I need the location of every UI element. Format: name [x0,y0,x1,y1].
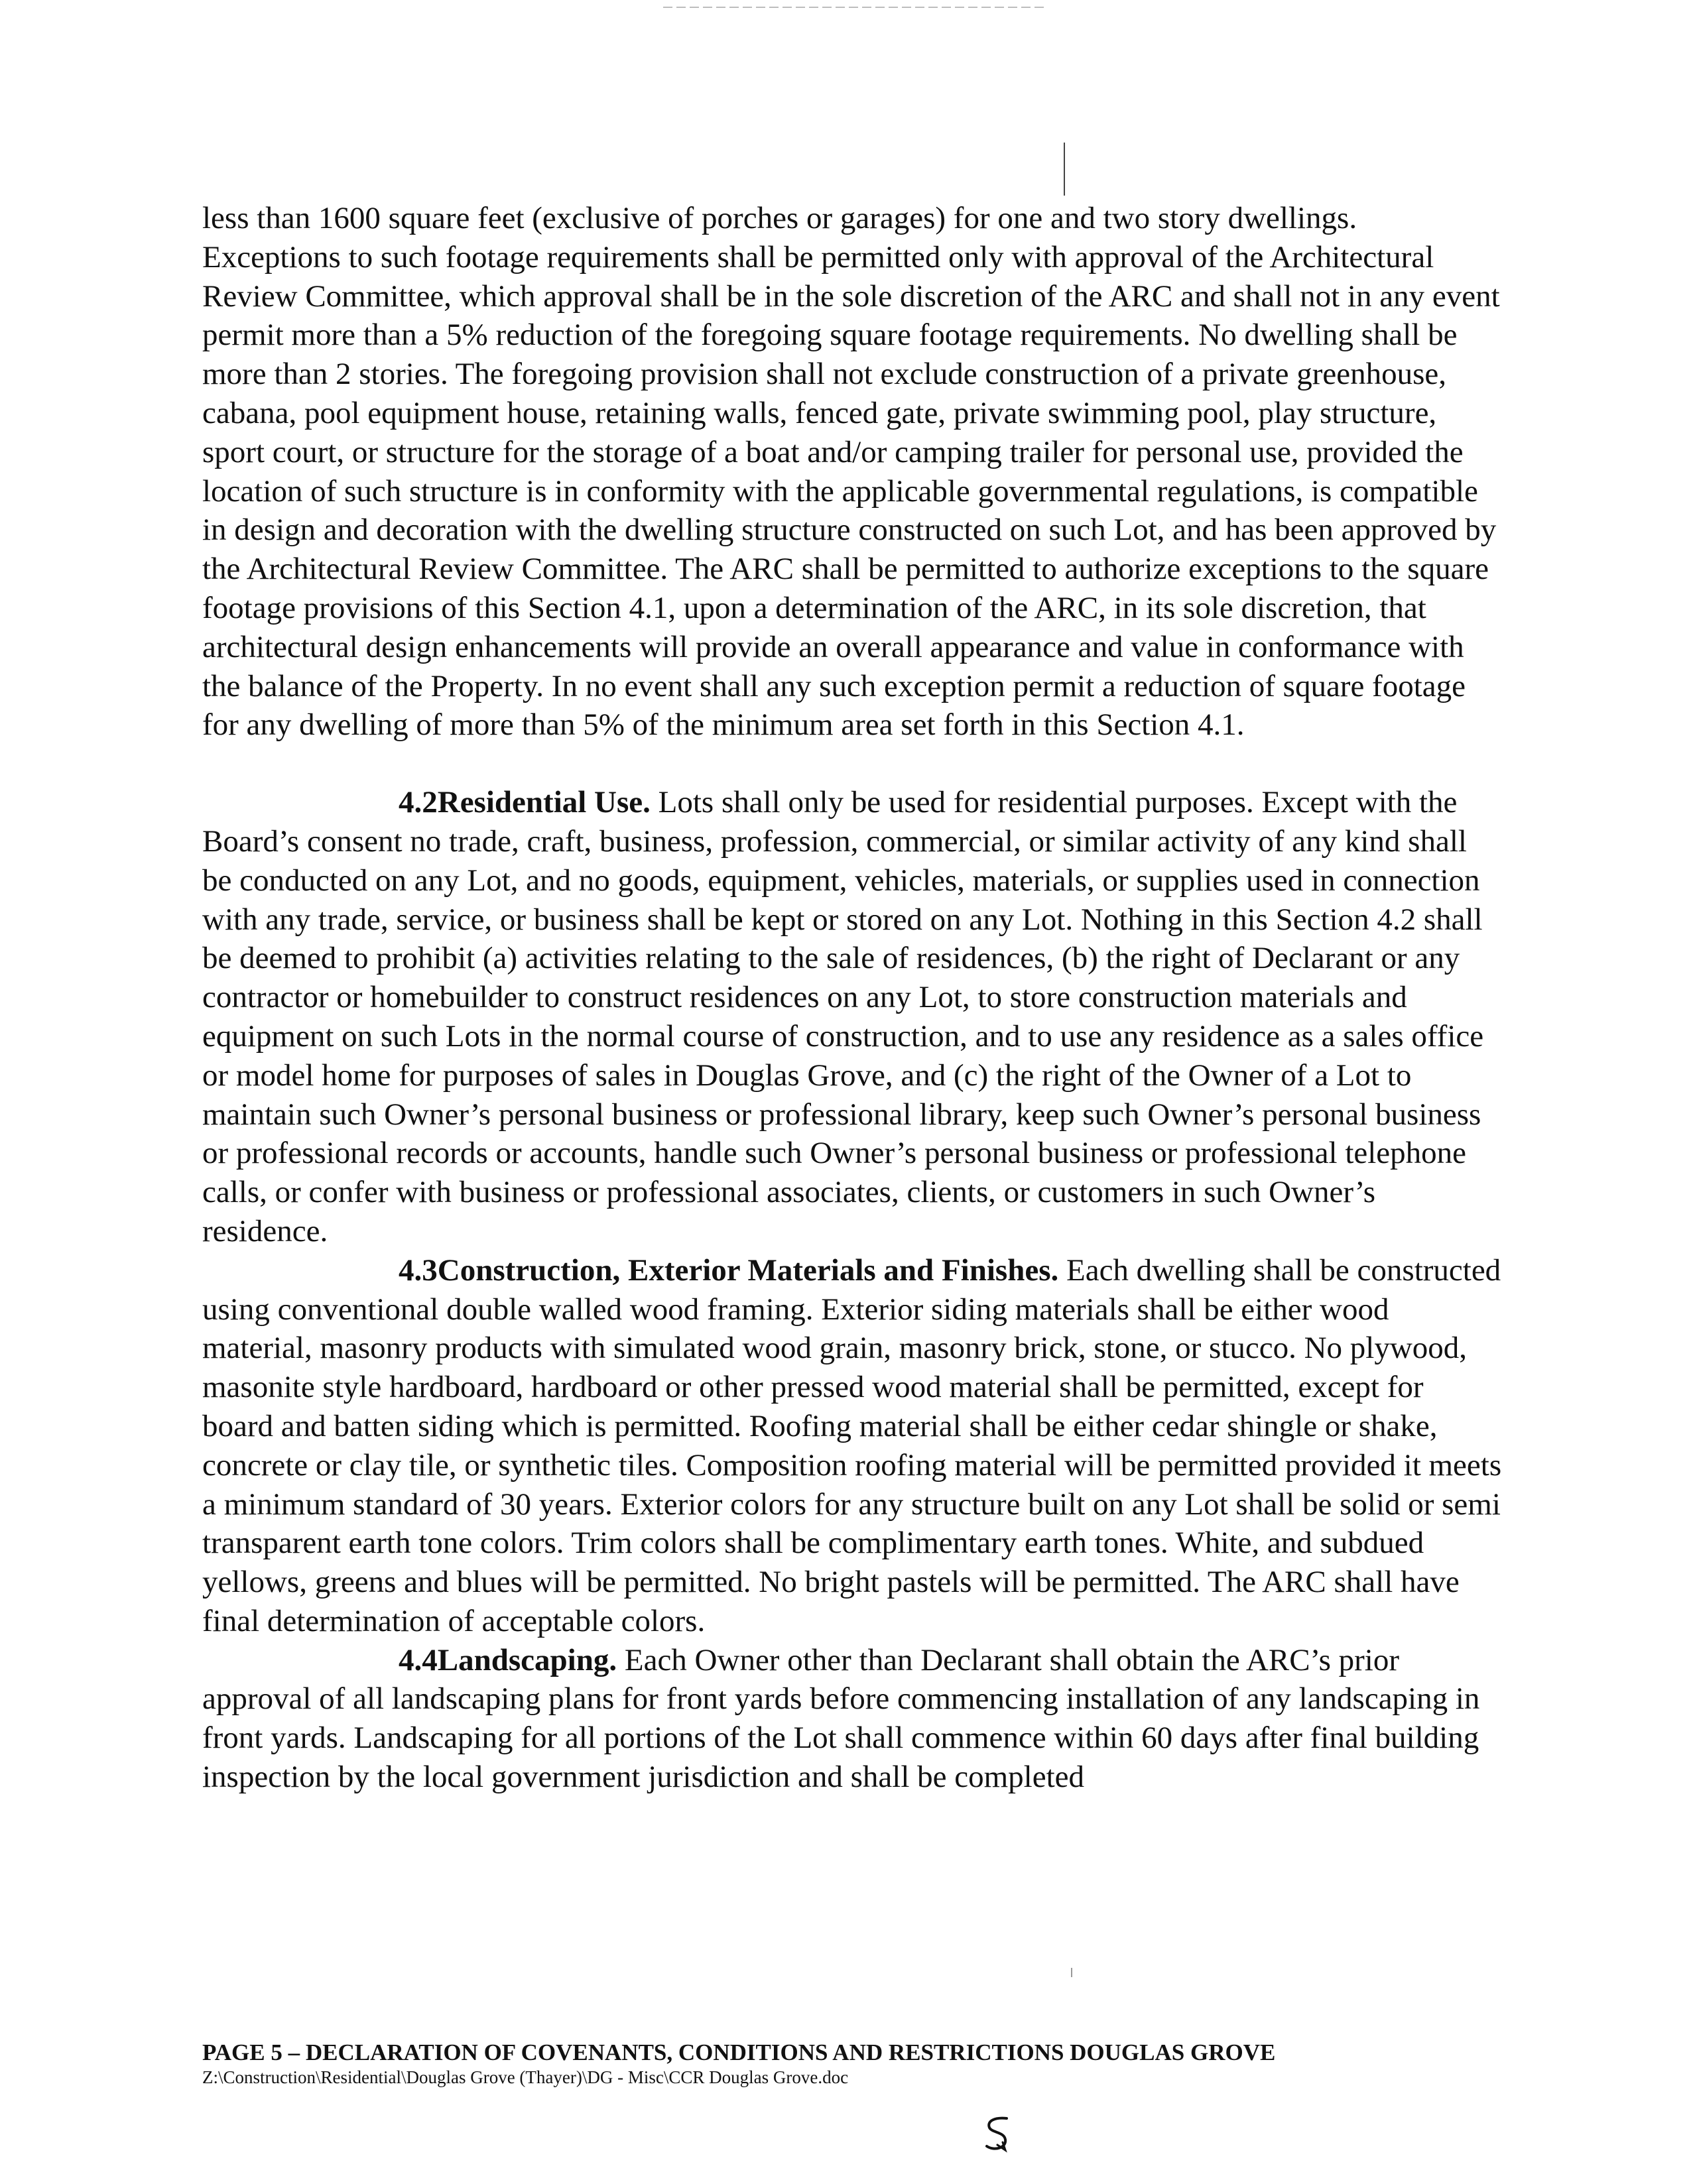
scan-artifact-mark [1064,143,1065,196]
section-title: Construction, Exterior Materials and Finishes. [437,1252,1059,1288]
section-title: Landscaping. [437,1642,617,1677]
document-body [202,199,1502,1797]
section-text: Each Owner other than Declarant shall obtain the ARC’s prior approval of all landscaping plans for front yards before commencing installation of any landscaping in front yards. Landscaping for all portions of the Lot shall commence within 60 days after final building inspection by the local government jurisdiction and shall be completed [202,1642,1480,1795]
section-text: Each dwelling shall be constructed using conventional double walled wood framing. Exterior siding materials shall be either wood material, masonry products with simulated wood grain, masonry brick, stone, or stucco. No plywood, masonite style hardboard, hardboard or other pressed wood material shall be permitted, except for board and batten siding which is permitted. Roofing material shall be either cedar shingle or shake, concrete or clay tile, or synthetic tiles. Composition roofing material will be permitted provided it meets a minimum standard of 30 years. Exterior colors for any structure built on any Lot shall be solid or semi transparent earth tone colors. Trim colors shall be complimentary earth tones. White, and subdued yellows, greens and blues will be permitted. No bright pastels will be permitted. The ARC shall have final determination of acceptable colors. [202,1252,1502,1638]
section-number: 4.3 [399,1252,438,1288]
section-title: Residential Use. [437,785,651,820]
scan-artifact-line [663,7,1048,8]
page-footer [202,2039,1502,2089]
paragraph-gap [202,745,1502,783]
footer-title: PAGE 5 – DECLARATION OF COVENANTS, CONDITIONS AND RESTRICTIONS DOUGLAS GROVE [202,2039,1276,2065]
handwritten-page-number [975,2112,1021,2158]
footer-file-path: Z:\Construction\Residential\Douglas Grove (Thayer)\DG - Misc\CCR Douglas Grove.doc [202,2067,849,2087]
section-text: Lots shall only be used for residential purposes. Except with the Board’s consent no trade, craft, business, profession, commercial, or similar activity of any kind shall be conducted on any Lot, and no goods, equipment, vehicles, materials, or supplies used in connection with any trade, service, or business shall be kept or stored on any Lot. Nothing in this Section 4.2 shall be deemed to prohibit (a) activities relating to the sale of residences, (b) the right of Declarant or any contractor or homebuilder to construct residences on any Lot, to store construction materials and equipment on such Lots in the normal course of construction, and to use any residence as a sales office or model home for purposes of sales in Douglas Grove, and (c) the right of the Owner of a Lot to maintain such Owner’s personal business or professional library, keep such Owner’s personal business or professional records or accounts, handle such Owner’s personal business or professional telephone calls, or confer with business or professional associates, clients, or customers in such Owner’s residence. [202,785,1484,1248]
continuation-paragraph: less than 1600 square feet (exclusive of porches or garages) for one and two story dwellings. Exceptions to such footage requirements shall be permitted only with approval of the Architectural Review Committee, which approval shall be in the sole discretion of the ARC and shall not in any event permit more than a 5% reduction of the foregoing square footage requirements. No dwelling shall be more than 2 stories. The foregoing provision shall not exclude construction of a private greenhouse, cabana, pool equipment house, retaining walls, fenced gate, private swimming pool, play structure, sport court, or structure for the storage of a boat and/or camping trailer for personal use, provided the location of such structure is in conformity with the applicable governmental regulations, is compatible in design and decoration with the dwelling structure constructed on such Lot, and has been approved by the Architectural Review Committee. The ARC shall be permitted to authorize exceptions to the square footage provisions of this Section 4.1, upon a determination of the ARC, in its sole discretion, that architectural design enhancements will provide an overall appearance and value in conformance with the balance of the Property. In no event shall any such exception permit a reduction of square footage for any dwelling of more than 5% of the minimum area set forth in this Section 4.1. [202,201,1500,743]
section-4-4-paragraph [202,1641,1502,1797]
section-4-3-paragraph [202,1251,1502,1641]
section-number: 4.4 [399,1642,438,1677]
scan-artifact-tick [1071,1968,1072,1977]
section-4-2-paragraph [202,783,1502,1251]
section-number: 4.2 [399,785,438,820]
